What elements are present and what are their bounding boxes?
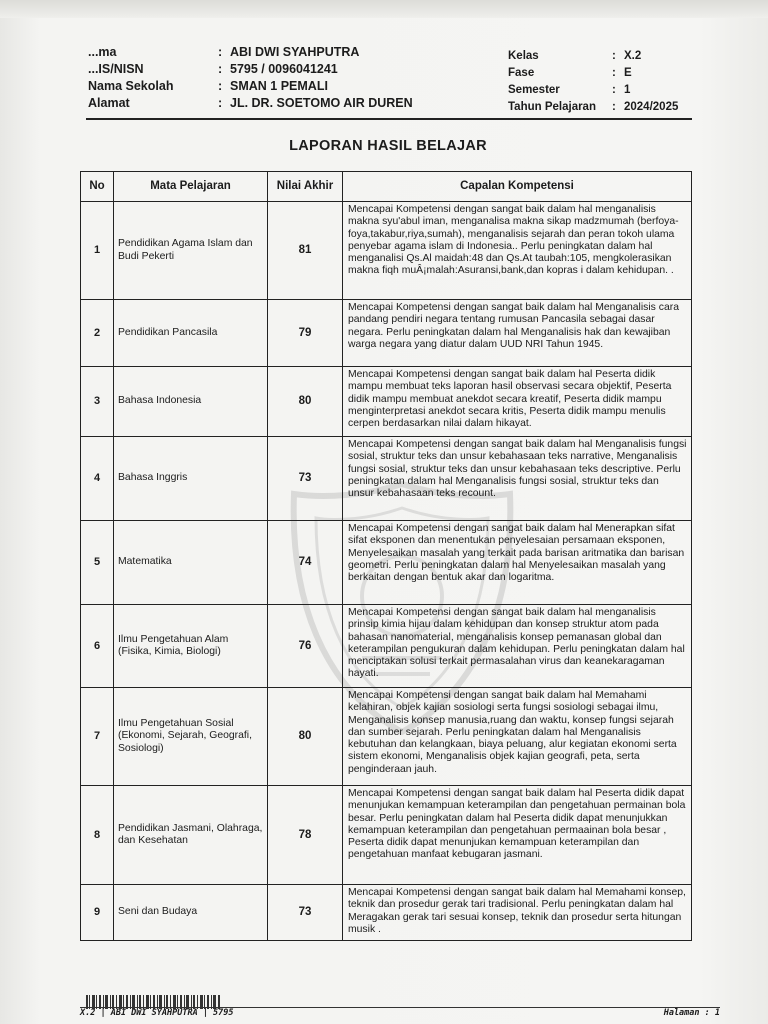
info-label: Nama Sekolah [88,79,174,93]
info-value: 5795 / 0096041241 [230,62,338,76]
competency-text: Mencapai Kompetensi dengan sangat baik dalam hal Menerapkan sifat sifat eksponen dan menentukan penyelesaian persamaan eksponen, Menyelesaikan masalah yang terkait pada barisan aritmatika dan barisan geometri. Perlu peningkatan dalam hal Menyelesaikan masalah yang berkaitan dengan bentuk akar dan logaritma. [343,521,692,605]
subject-name: Ilmu Pengetahuan Alam (Fisika, Kimia, Biologi) [114,605,268,688]
table-row [81,300,692,367]
final-score: 73 [268,885,343,941]
info-row: Fase : E [508,65,708,82]
class-info [508,48,708,116]
row-number: 2 [81,300,114,367]
table-row [81,605,692,688]
table-row [81,521,692,605]
table-row [81,885,692,941]
table-header-row [81,172,692,202]
info-value: 2024/2025 [624,101,679,113]
col-header-score: Nilai Akhir [268,172,343,202]
final-score: 80 [268,688,343,786]
competency-text: Mencapai Kompetensi dengan sangat baik dalam hal Menganalisis cara pandang pendiri negara tentang rumusan Pancasila sebagai dasar negara. Perlu peningkatan dalam hal Menganalisis hak dan kewajiban warga negara yang diatur dalam UUD NRI Tahun 1945. [343,300,692,367]
final-score: 76 [268,605,343,688]
page-footer [80,995,720,1021]
row-number: 9 [81,885,114,941]
subject-name: Seni dan Budaya [114,885,268,941]
subject-name: Pendidikan Jasmani, Olahraga, dan Kesehatan [114,786,268,885]
competency-text: Mencapai Kompetensi dengan sangat baik dalam hal Peserta didik mampu membuat teks laporan hasil observasi secara objektif, Peserta didik mampu membuat anekdot secara kreatif, Peserta didik mampu menginterpretasi anekdot secara kritis, Peserta didik mampu menulis cerpen berdasarkan nilai dalam hikayat. [343,367,692,437]
competency-text: Mencapai Kompetensi dengan sangat baik dalam hal Memahami konsep, teknik dan prosedur gerak tari tradisional. Perlu peningkatan dalam hal Meragakan gerak tari sesuai konsep, teknik dan prosedur serta hitungan musik . [343,885,692,941]
info-row: ...IS/NISN : 5795 / 0096041241 [88,62,338,76]
info-row: Nama Sekolah : SMAN 1 PEMALI [88,79,328,93]
info-label: ...IS/NISN [88,62,144,76]
subject-name: Ilmu Pengetahuan Sosial (Ekonomi, Sejarah, Geografi, Sosiologi) [114,688,268,786]
info-value: SMAN 1 PEMALI [230,79,328,93]
table-row [81,202,692,300]
competency-text: Mencapai Kompetensi dengan sangat baik dalam hal Peserta didik dapat menunjukan kemampuan keterampilan dan pengetahuan permainan bola besar. Perlu peningkatan dalam hal Peserta didik dapat menunjukkan kemampuan keterampilan dan pengetahuan permaainan bola besar , Peserta didik dapat menunjukan kemampuan keterampilan dan pengetahuan manfaat kebugaran jasmani. [343,786,692,885]
info-value: 1 [624,84,631,96]
row-number: 1 [81,202,114,300]
grades-table [80,171,692,941]
info-value: JL. DR. SOETOMO AIR DUREN [230,96,413,110]
info-label: Fase [508,67,535,79]
info-value: E [624,67,632,79]
info-row: Semester : 1 [508,82,708,99]
table-row [81,786,692,885]
subject-name: Pendidikan Agama Islam dan Budi Pekerti [114,202,268,300]
row-number: 6 [81,605,114,688]
info-row: Tahun Pelajaran : 2024/2025 [508,99,708,116]
row-number: 7 [81,688,114,786]
scan-edge [0,0,768,18]
competency-text: Mencapai Kompetensi dengan sangat baik dalam hal Menganalisis fungsi sosial, struktur teks dan unsur kebahasaan teks narrative, Menganalisis fungsi sosial, struktur teks dan unsur kebahasaan teks descriptive. Perlu peningkatan dalam hal Menganalisis fungsi sosial, struktur teks dan unsur kebahasaan teks recount. [343,437,692,521]
table-row [81,437,692,521]
final-score: 73 [268,437,343,521]
subject-name: Bahasa Inggris [114,437,268,521]
final-score: 81 [268,202,343,300]
col-header-no: No [81,172,114,202]
row-number: 4 [81,437,114,521]
info-label: ...ma [88,45,117,59]
info-label: Kelas [508,50,539,62]
table-row [81,367,692,437]
competency-text: Mencapai Kompetensi dengan sangat baik dalam hal Memahami kelahiran, objek kajian sosiologi serta fungsi sosiologi sebagai ilmu, Menganalisis konsep manusia,ruang dan waktu, konsep fungsi sejarah dan sumber sejarah. Perlu peningkatan dalam hal Menganalisis kebutuhan dan kelangkaan, biaya peluang, alur kegiatan ekonomi serta sistem ekonomi, Menganalisis objek kajian geografi, peta, serta penginderaan jauh. [343,688,692,786]
footer-student-info: X.2 | ABI DWI SYAHPUTRA | 5795 [80,1008,234,1018]
final-score: 78 [268,786,343,885]
info-row: Alamat : JL. DR. SOETOMO AIR DUREN [88,96,413,110]
info-label: Tahun Pelajaran [508,101,596,113]
row-number: 5 [81,521,114,605]
student-info [88,44,428,112]
subject-name: Matematika [114,521,268,605]
info-row: Kelas : X.2 [508,48,708,65]
info-row: ...ma : ABI DWI SYAHPUTRA [88,45,360,59]
competency-text: Mencapai Kompetensi dengan sangat baik dalam hal menganalisis makna syu'abul iman, menganalisa makna sikap madzmumah (berfoya-foya,takabur,riya,sumah), menganalisis sejarah dan peran tokoh ulama penyebar agama islam di Indonesia.. Perlu peningkatan dalam hal menganalisi Qs.Al maidah:48 dan Qs.At taubah:105, mengkolerasikan makna fiqh muÂ¡malah:Asuransi,bank,dan kopras i dalam kehidupan. . [343,202,692,300]
page-title: LAPORAN HASIL BELAJAR [289,138,487,154]
final-score: 79 [268,300,343,367]
col-header-subject: Mata Pelajaran [114,172,268,202]
final-score: 74 [268,521,343,605]
info-label: Alamat [88,96,130,110]
col-header-competency: Capalan Kompetensi [343,172,692,202]
table-row [81,688,692,786]
subject-name: Bahasa Indonesia [114,367,268,437]
row-number: 8 [81,786,114,885]
info-value: X.2 [624,50,642,62]
info-value: ABI DWI SYAHPUTRA [230,45,360,59]
header-divider [86,118,692,120]
competency-text: Mencapai Kompetensi dengan sangat baik dalam hal menganalisis prinsip kimia hijau dalam kehidupan dan konsep struktur atom pada bahasan nanomaterial, menganalisis konsep pemanasan global dan keterampilan pengukuran dalam kehidupan. Perlu peningkatan dalam hal menciptakan solusi terkait permasalahan virus dan keanekaragaman hayati. [343,605,692,688]
subject-name: Pendidikan Pancasila [114,300,268,367]
final-score: 80 [268,367,343,437]
row-number: 3 [81,367,114,437]
info-label: Semester [508,84,560,96]
page-number: Halaman : 1 [663,1008,720,1018]
